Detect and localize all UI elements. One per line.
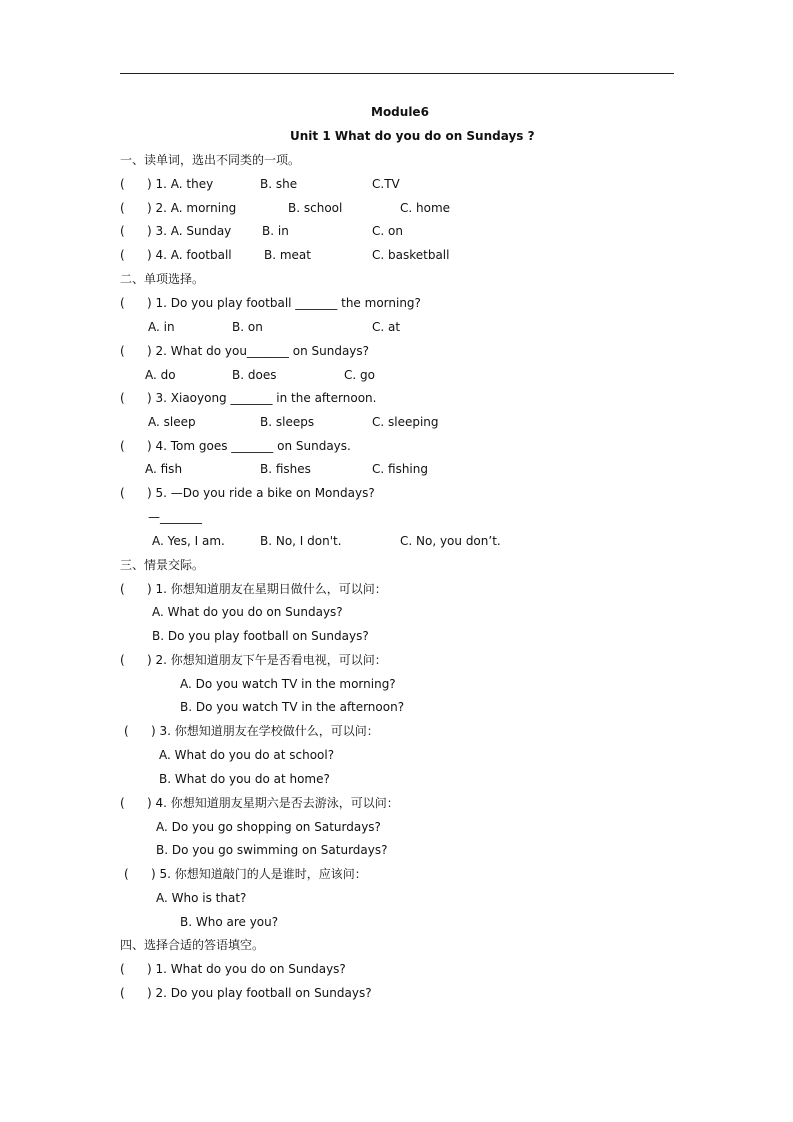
question-stem: ) 5. 你想知道敲门的人是谁时，应该问： (151, 867, 367, 881)
answer-blank: —_______ (148, 510, 202, 524)
section-3-heading: 三、情景交际。 (120, 558, 205, 572)
option-b: B. What do you do at home? (159, 772, 330, 786)
option-c: C. sleeping (372, 415, 439, 429)
paren-open: ( (120, 582, 125, 596)
paren-open: ( (120, 344, 125, 358)
question-stem: ) 1. 你想知道朋友在星期日做什么，可以问： (147, 582, 387, 596)
option-a: A. What do you do at school? (159, 748, 335, 762)
question-stem: ) 1. Do you play football _______ the morning? (147, 296, 421, 310)
paren-open: ( (120, 248, 125, 262)
question-stem: ) 1. A. they (147, 177, 214, 191)
option-c: C. home (400, 201, 451, 215)
option-b: B. school (288, 201, 343, 215)
option-b: B. Do you play football on Sundays? (152, 629, 369, 643)
question-stem: ) 2. A. morning (147, 201, 237, 215)
paren-open: ( (120, 296, 125, 310)
option-b: B. she (260, 177, 298, 191)
question-stem: ) 4. A. football (147, 248, 232, 262)
question-stem: ) 2. What do you_______ on Sundays? (147, 344, 370, 358)
section-4-heading: 四、选择合适的答语填空。 (120, 938, 265, 952)
paren-open: ( (124, 867, 129, 881)
option-a: A. sleep (148, 415, 196, 429)
option-b: B. Do you go swimming on Saturdays? (156, 843, 388, 857)
option-c: C. go (344, 368, 375, 382)
option-a: A. What do you do on Sundays? (152, 605, 343, 619)
question-stem: ) 3. Xiaoyong _______ in the afternoon. (147, 391, 377, 405)
module-title: Module6 (371, 105, 429, 119)
option-b: B. No, I don't. (260, 534, 342, 548)
option-a: A. fish (145, 462, 183, 476)
option-c: C. No, you don’t. (400, 534, 501, 548)
paren-open: ( (120, 391, 125, 405)
option-b: B. fishes (260, 462, 311, 476)
option-b: B. sleeps (260, 415, 315, 429)
section-2-heading: 二、单项选择。 (120, 272, 205, 286)
paren-open: ( (120, 177, 125, 191)
paren-open: ( (124, 724, 129, 738)
option-a: A. Yes, I am. (152, 534, 225, 548)
question-stem: ) 5. —Do you ride a bike on Mondays? (147, 486, 375, 500)
paren-open: ( (120, 201, 125, 215)
paren-open: ( (120, 962, 125, 976)
option-b: B. does (232, 368, 277, 382)
question-stem: ) 3. 你想知道朋友在学校做什么，可以问： (151, 724, 379, 738)
option-a: A. in (148, 320, 175, 334)
option-a: A. do (145, 368, 176, 382)
unit-title: Unit 1 What do you do on Sundays ? (290, 129, 535, 143)
option-b: B. in (262, 224, 289, 238)
option-c: C. at (372, 320, 401, 334)
option-b: B. on (232, 320, 263, 334)
option-c: C.TV (372, 177, 400, 191)
option-c: C. on (372, 224, 403, 238)
section-1-heading: 一、读单词，选出不同类的一项。 (120, 153, 301, 167)
question-stem: ) 2. 你想知道朋友下午是否看电视，可以问： (147, 653, 387, 667)
option-a: A. Do you watch TV in the morning? (180, 677, 396, 691)
question-stem: ) 4. 你想知道朋友星期六是否去游泳，可以问： (147, 796, 399, 810)
option-c: C. fishing (372, 462, 428, 476)
paren-open: ( (120, 224, 125, 238)
paren-open: ( (120, 439, 125, 453)
paren-open: ( (120, 486, 125, 500)
question-stem: ) 3. A. Sunday (147, 224, 232, 238)
question-stem: ) 2. Do you play football on Sundays? (147, 986, 372, 1000)
option-b: B. Who are you? (180, 915, 279, 929)
question-stem: ) 1. What do you do on Sundays? (147, 962, 346, 976)
header-rule (120, 73, 674, 74)
option-b: B. meat (264, 248, 311, 262)
option-c: C. basketball (372, 248, 450, 262)
question-stem: ) 4. Tom goes _______ on Sundays. (147, 439, 351, 453)
paren-open: ( (120, 796, 125, 810)
option-b: B. Do you watch TV in the afternoon? (180, 700, 405, 714)
paren-open: ( (120, 986, 125, 1000)
option-a: A. Do you go shopping on Saturdays? (156, 820, 381, 834)
paren-open: ( (120, 653, 125, 667)
option-a: A. Who is that? (156, 891, 247, 905)
